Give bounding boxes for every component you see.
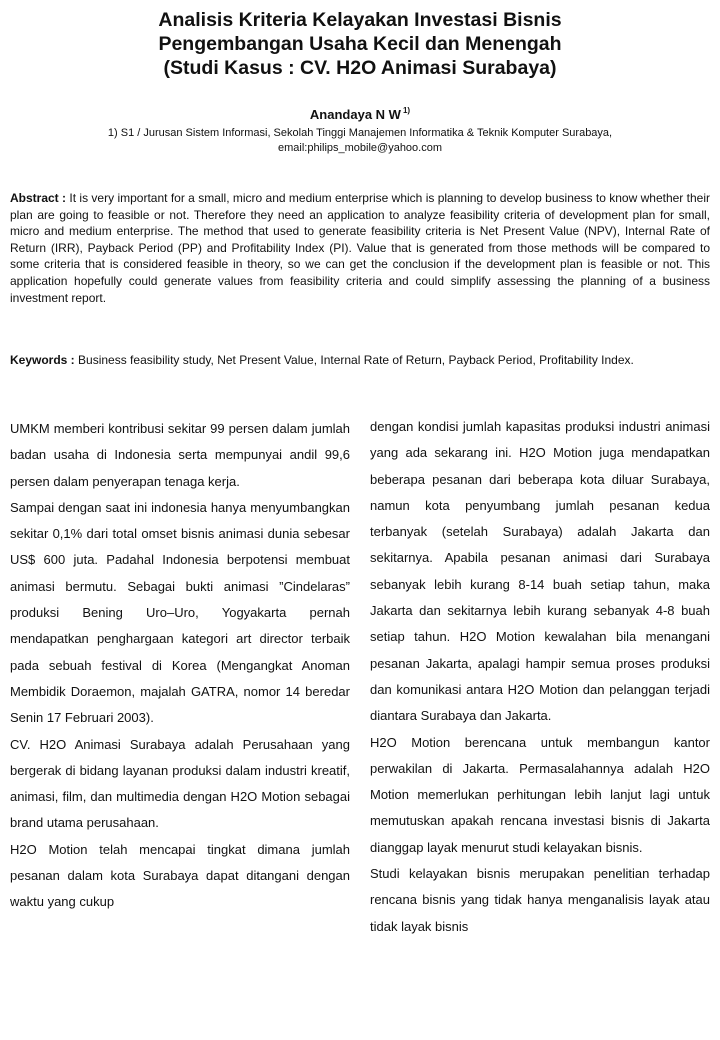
author-name: Anandaya N W [309, 107, 401, 122]
paragraph: Sampai dengan saat ini indonesia hanya menyumbangkan sekitar 0,1% dari total omset bisnis animasi dunia sebesar US$ 600 juta. Padahal Indonesia berpotensi membuat animasi bermutu. Sebagai bukti animasi ”Cindelaras” produksi Bening Uro–Uro, Yogyakarta pernah mendapatkan penghargaan kategori art director terbaik pada sebuah festival di Korea (Mengangkat Anoman Membidik Doraemon, majalah GATRA, nomor 14 beredar Senin 17 Februari 2003). [10, 499, 350, 726]
abstract-label: Abstract : [10, 191, 67, 205]
keywords [10, 352, 710, 368]
title-line-1: Analisis Kriteria Kelayakan Investasi Bisnis [158, 9, 562, 31]
paragraph: UMKM memberi kontribusi sekitar 99 persen dalam jumlah badan usaha di Indonesia serta mempunyai andil 99,6 persen dalam penyerapan tenaga kerja. [10, 421, 350, 489]
title-line-2: Pengembangan Usaha Kecil dan Menengah [158, 33, 562, 55]
author-marker: 1) [402, 106, 411, 115]
abstract [10, 190, 710, 306]
body-column-right [370, 414, 710, 940]
keywords-label: Keywords : [10, 353, 75, 367]
keywords-text: Business feasibility study, Net Present Value, Internal Rate of Return, Payback Period, Profitability Index. [78, 353, 634, 367]
paragraph: dengan kondisi jumlah kapasitas produksi industri animasi yang ada sekarang ini. H2O Motion juga mendapatkan beberapa pesanan dari beberapa kota diluar Surabaya, namun kota penyumbang jumlah pesanan kedua terbanyak (setelah Surabaya) adalah Jakarta dan sekitarnya. Apabila pesanan animasi dari Surabaya sebanyak lebih kurang 8-14 buah setiap tahun, maka Jakarta dan sekitarnya lebih kurang sebanyak 4-8 buah setiap tahun. H2O Motion kewalahan bila menangani pesanan Jakarta, apalagi hampir semua proses produksi dan komunikasi antara H2O Motion dan pelanggan terjadi diantara Surabaya dan Jakarta. [370, 419, 710, 724]
title-line-3: (Studi Kasus : CV. H2O Animasi Surabaya) [163, 57, 557, 79]
paragraph: Studi kelayakan bisnis merupakan penelitian terhadap rencana bisnis yang tidak hanya menganalisis layak atau tidak layak bisnis [370, 866, 710, 934]
affiliation-line: 1) S1 / Jurusan Sistem Informasi, Sekolah Tinggi Manajemen Informatika & Teknik Komputer Surabaya, [107, 127, 613, 139]
author-email: email:philips_mobile@yahoo.com [277, 142, 443, 154]
affiliation [0, 126, 720, 156]
paragraph: H2O Motion berencana untuk membangun kantor perwakilan di Jakarta. Permasalahannya adalah H2O Motion memerlukan perhitungan lebih lanjut lagi untuk memutuskan apakah rencana investasi bisnis di Jakarta dianggap layak menurut studi kelayakan bisnis. [370, 734, 710, 855]
author [0, 106, 720, 122]
paragraph: H2O Motion telah mencapai tingkat dimana jumlah pesanan dalam kota Surabaya dapat ditangani dengan waktu yang cukup [10, 841, 350, 910]
paragraph: CV. H2O Animasi Surabaya adalah Perusahaan yang bergerak di bidang layanan produksi dalam industri kreatif, animasi, film, dan multimedia dengan H2O Motion sebagai brand utama perusahaan. [10, 736, 350, 831]
paper-title [0, 8, 720, 80]
abstract-text: It is very important for a small, micro and medium enterprise which is planning to develop business to know whether their plan are going to feasible or not. Therefore they need an application to analyze feasibility criteria of development plan for small, micro and medium enterprise. The method that used to generate feasibility criteria is Net Present Value (NPV), Internal Rate of Return (IRR), Payback Period (PP) and Profitability Index (PI). Value that is generated from those methods will be compared to some criteria that is considered feasible in theory, so we can get the conclusion if the development plan is feasible or not. This application hopefully could generate values from feasibility criteria and could simplify assessing the planning of a business investment report. [10, 191, 710, 305]
body-column-left [10, 416, 350, 916]
